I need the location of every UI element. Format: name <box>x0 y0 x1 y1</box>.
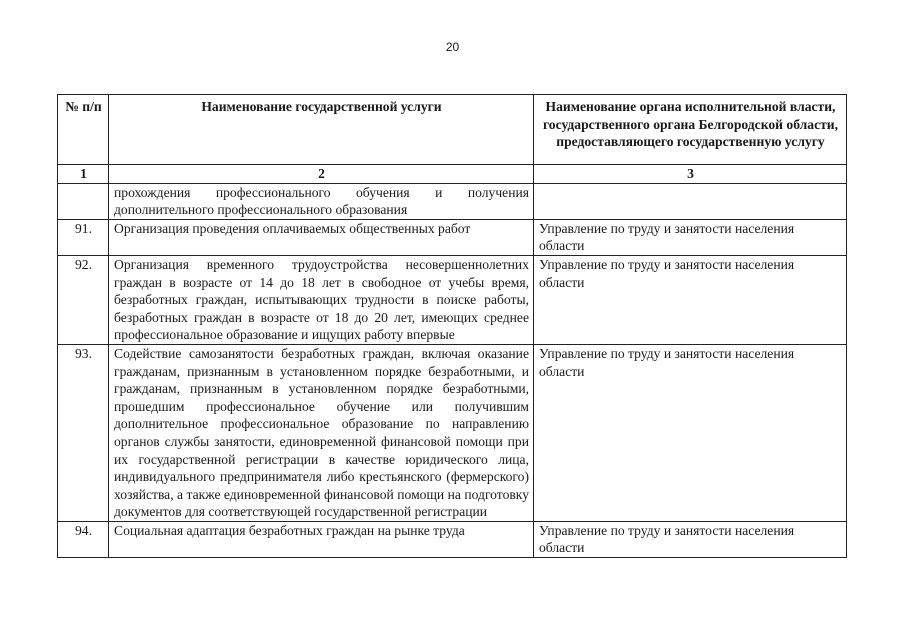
row-number: 94. <box>58 521 109 557</box>
row-agency <box>534 183 847 219</box>
row-agency: Управление по труду и занятости населения области <box>534 344 847 521</box>
row-agency: Управление по труду и занятости населения области <box>534 521 847 557</box>
row-number: 91. <box>58 219 109 255</box>
row-service: Организация временного трудоустройства несовершеннолетних граждан в возрасте от 14 до 18 лет в свободное от учебы время, безработных граждан, испытывающих трудности в поиске работы, безработных граждан в возрасте от 18 до 20 лет, имеющих среднее профессиональное образование и ищущих работу впервые <box>109 255 534 344</box>
header-service: Наименование государственной услуги <box>109 95 534 165</box>
table-row <box>58 521 847 557</box>
table-row <box>58 219 847 255</box>
row-service: Содействие самозанятости безработных граждан, включая оказание гражданам, признанным в установленном порядке безработными, и гражданам, признанным в установленном порядке безработными, прошедшим профессиональное обучение или получившим дополнительное профессиональное образование по направлению органов службы занятости, единовременной финансовой помощи при их государственной регистрации в качестве юридического лица, индивидуального предпринимателя либо крестьянского (фермерского) хозяйства, а также единовременной финансовой помощи на подготовку документов для соответствующей государственной регистрации <box>109 344 534 521</box>
column-numbers-row <box>58 165 847 184</box>
row-agency: Управление по труду и занятости населения области <box>534 219 847 255</box>
row-agency: Управление по труду и занятости населения области <box>534 255 847 344</box>
row-number <box>58 183 109 219</box>
header-agency: Наименование органа исполнительной власти, государственного органа Белгородской области, предоставляющего государственную услугу <box>534 95 847 165</box>
header-number: № п/п <box>58 95 109 165</box>
table-row <box>58 183 847 219</box>
row-number: 93. <box>58 344 109 521</box>
row-service: Организация проведения оплачиваемых общественных работ <box>109 219 534 255</box>
row-service: прохождения профессионального обучения и получения дополнительного профессионального образования <box>109 183 534 219</box>
table-row <box>58 344 847 521</box>
page-number: 20 <box>445 40 460 54</box>
services-table <box>57 94 847 558</box>
column-number-2: 2 <box>109 165 534 184</box>
table-header-row <box>58 95 847 165</box>
column-number-3: 3 <box>534 165 847 184</box>
table-row <box>58 255 847 344</box>
row-number: 92. <box>58 255 109 344</box>
column-number-1: 1 <box>58 165 109 184</box>
row-service: Социальная адаптация безработных граждан на рынке труда <box>109 521 534 557</box>
